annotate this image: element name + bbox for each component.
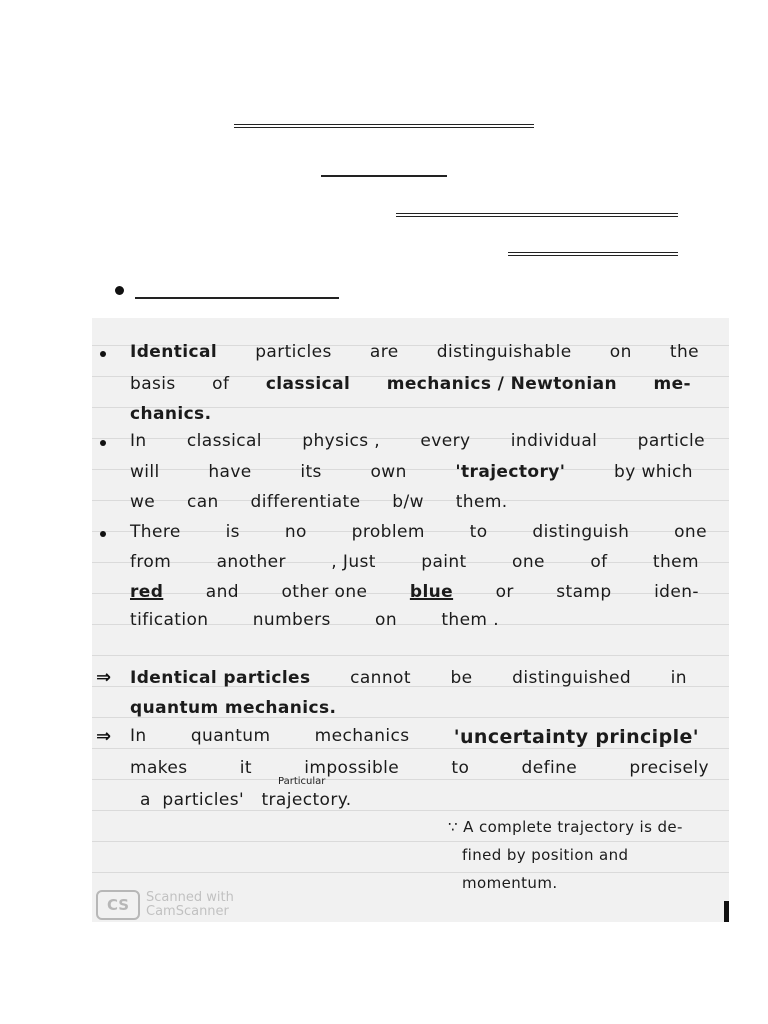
note-word: In bbox=[130, 431, 147, 451]
side-note-line: fined by position and bbox=[462, 846, 629, 864]
note-word: Identical particles bbox=[130, 668, 311, 688]
side-note-line: momentum. bbox=[462, 874, 558, 892]
note-word: of bbox=[590, 552, 608, 572]
note-word: blue bbox=[409, 582, 454, 602]
note-word: are bbox=[369, 342, 399, 362]
note-word: basis bbox=[130, 374, 176, 394]
note-word: own bbox=[370, 462, 407, 482]
note-word: There bbox=[130, 522, 181, 542]
note-word: them. bbox=[455, 492, 508, 512]
watermark-line: Scanned with bbox=[146, 890, 234, 905]
note-word: the bbox=[669, 342, 699, 362]
right-rule-2 bbox=[508, 252, 678, 256]
note-word: mechanics / Newtonian bbox=[386, 374, 617, 394]
note-word: to bbox=[451, 758, 470, 778]
note-word: stamp bbox=[556, 582, 612, 602]
note-line bbox=[130, 582, 699, 602]
note-line bbox=[130, 342, 699, 362]
note-word: them bbox=[652, 552, 699, 572]
note-word: have bbox=[208, 462, 252, 482]
note-word: cannot bbox=[350, 668, 411, 688]
note-word: Identical bbox=[130, 342, 218, 362]
note-word: particle bbox=[637, 431, 705, 451]
note-word: other one bbox=[281, 582, 368, 602]
note-word: every bbox=[420, 431, 471, 451]
note-line bbox=[130, 698, 336, 718]
note-line bbox=[130, 492, 508, 512]
note-word: distinguished bbox=[512, 668, 632, 688]
note-word: chanics. bbox=[130, 404, 212, 424]
note-word: one bbox=[512, 552, 545, 572]
note-word: will bbox=[130, 462, 160, 482]
note-word: can bbox=[186, 492, 219, 512]
implies-arrow-icon: ⇒ bbox=[96, 667, 112, 688]
note-word: paint bbox=[421, 552, 467, 572]
note-word: one bbox=[674, 522, 707, 542]
note-word: quantum mechanics. bbox=[130, 698, 337, 718]
scan-edge-mark bbox=[724, 901, 729, 922]
note-word: numbers bbox=[252, 610, 331, 630]
note-word: of bbox=[212, 374, 230, 394]
note-word: them . bbox=[441, 610, 499, 630]
note-word: red bbox=[130, 582, 164, 602]
camscanner-logo-icon: CS bbox=[96, 890, 140, 920]
note-word: problem bbox=[351, 522, 425, 542]
note-word: me- bbox=[653, 374, 691, 394]
note-word: to bbox=[469, 522, 488, 542]
side-note-line: ∵ A complete trajectory is de- bbox=[448, 818, 683, 836]
note-word: on bbox=[609, 342, 632, 362]
note-word: in bbox=[670, 668, 687, 688]
note-word: In bbox=[130, 726, 147, 746]
note-word: distinguishable bbox=[436, 342, 572, 362]
note-line: a particles' trajectory. bbox=[140, 790, 352, 810]
note-word: we bbox=[130, 492, 156, 512]
note-word: 'trajectory' bbox=[455, 462, 566, 482]
note-line bbox=[130, 758, 709, 778]
note-line bbox=[130, 374, 691, 394]
note-word: classical bbox=[265, 374, 351, 394]
note-word: is bbox=[225, 522, 240, 542]
note-line bbox=[130, 726, 699, 748]
title-rule bbox=[234, 124, 534, 128]
note-word: b/w bbox=[392, 492, 424, 512]
note-word: mechanics bbox=[314, 726, 410, 746]
note-line bbox=[130, 431, 705, 451]
right-rule-1 bbox=[396, 213, 678, 217]
note-word: quantum bbox=[190, 726, 271, 746]
section-heading-rule bbox=[135, 297, 339, 299]
subtitle-rule bbox=[321, 175, 447, 177]
note-word: iden- bbox=[654, 582, 699, 602]
note-line bbox=[130, 552, 699, 572]
note-word: tification bbox=[130, 610, 209, 630]
section-bullet bbox=[115, 286, 124, 295]
note-word: precisely bbox=[629, 758, 709, 778]
camscanner-watermark bbox=[96, 890, 234, 920]
note-word: on bbox=[375, 610, 398, 630]
note-word: impossible bbox=[304, 758, 400, 778]
note-bullet bbox=[100, 531, 106, 537]
note-line bbox=[130, 462, 693, 482]
note-word: makes bbox=[130, 758, 188, 778]
note-word: particles bbox=[255, 342, 332, 362]
note-bullet bbox=[100, 440, 106, 446]
note-word: or bbox=[495, 582, 514, 602]
note-word: differentiate bbox=[250, 492, 361, 512]
note-word: classical bbox=[186, 431, 262, 451]
note-word: another bbox=[216, 552, 286, 572]
caret-insertion: Particular bbox=[278, 776, 326, 787]
note-word: 'uncertainty principle' bbox=[453, 726, 699, 748]
note-word: individual bbox=[510, 431, 598, 451]
note-word: from bbox=[130, 552, 172, 572]
note-line bbox=[130, 522, 707, 542]
note-word: it bbox=[239, 758, 252, 778]
note-word: , Just bbox=[331, 552, 376, 572]
note-word: define bbox=[521, 758, 578, 778]
note-line bbox=[130, 610, 499, 630]
note-word: physics , bbox=[302, 431, 381, 451]
note-line bbox=[130, 404, 211, 424]
note-word: and bbox=[205, 582, 239, 602]
note-bullet bbox=[100, 351, 106, 357]
note-word: its bbox=[300, 462, 322, 482]
watermark-text bbox=[146, 891, 234, 919]
note-word: by which bbox=[614, 462, 693, 482]
note-word: distinguish bbox=[532, 522, 630, 542]
note-line bbox=[130, 668, 687, 688]
implies-arrow-icon: ⇒ bbox=[96, 726, 112, 747]
watermark-line: CamScanner bbox=[146, 904, 229, 919]
note-word: no bbox=[284, 522, 307, 542]
note-word: be bbox=[450, 668, 473, 688]
scanned-note-image bbox=[92, 318, 729, 922]
